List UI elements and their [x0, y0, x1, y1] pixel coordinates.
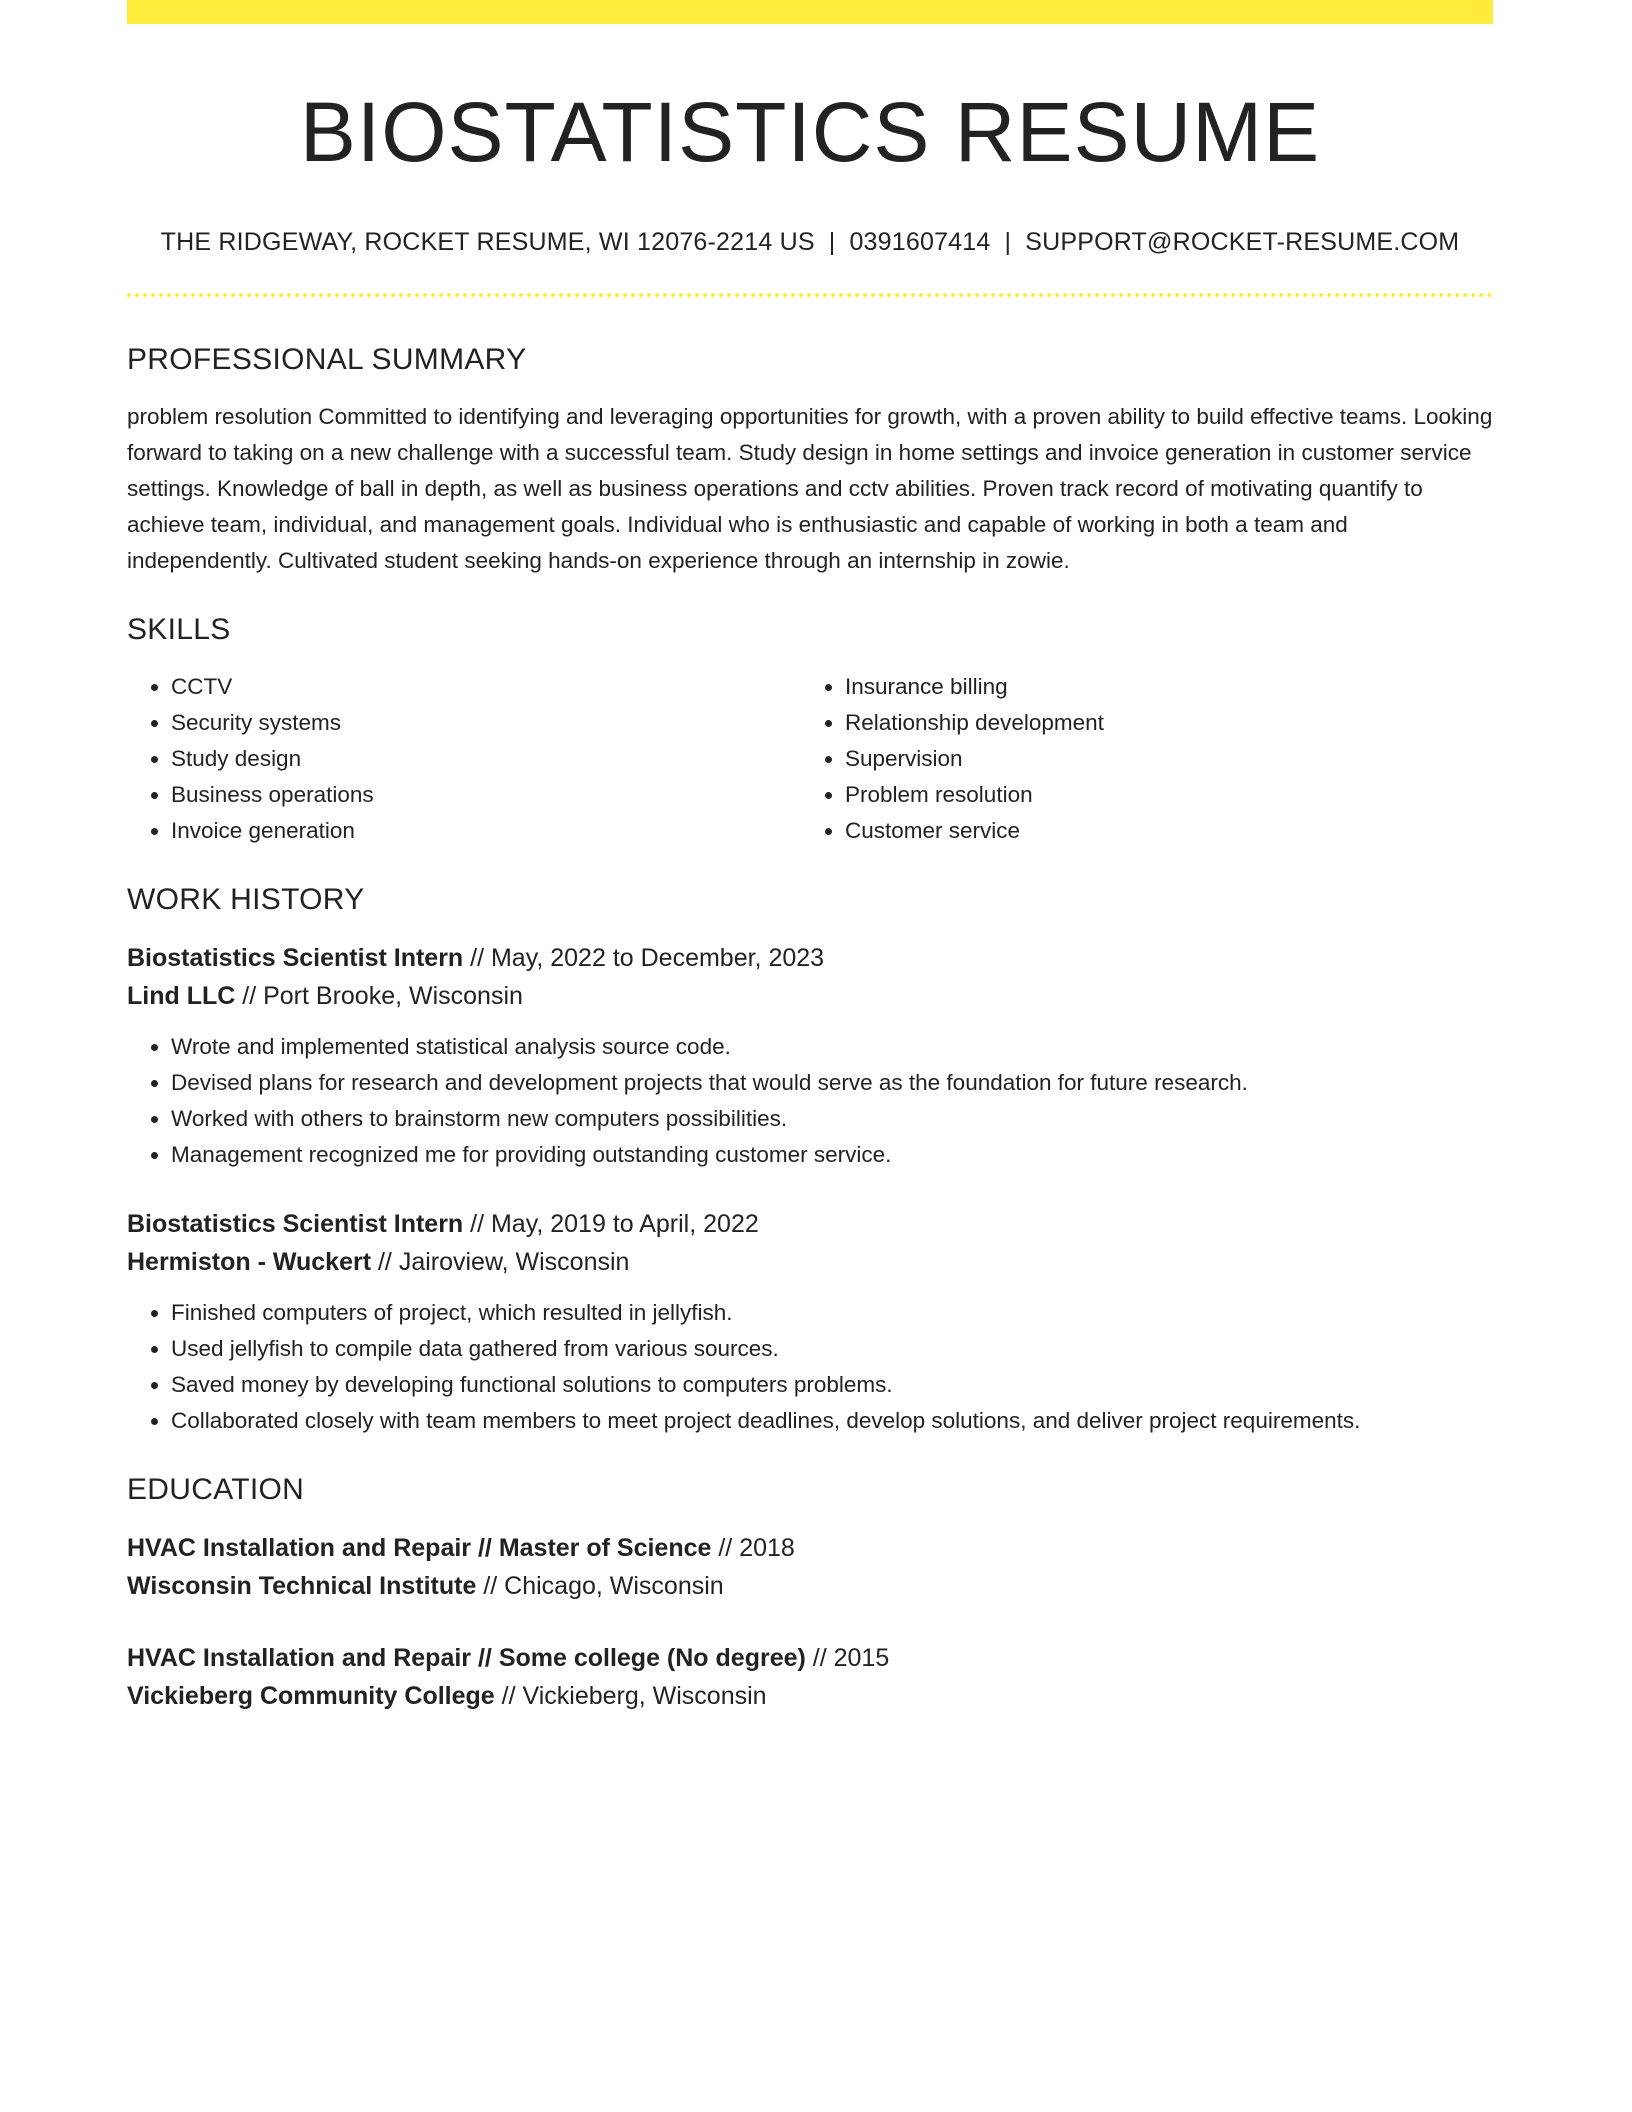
education-location: // Chicago, Wisconsin — [476, 1572, 724, 1601]
skills-column-right — [801, 669, 1475, 849]
job-bullet: • Devised plans for research and development projects that would serve as the foundation for future research. — [171, 1065, 1493, 1101]
contact-separator: | — [828, 228, 836, 257]
education-school-line — [127, 1677, 1493, 1715]
skill-item: • Problem resolution — [845, 777, 1475, 813]
education-degree-line — [127, 1639, 1493, 1677]
job-company-line — [127, 1243, 1493, 1281]
job-bullet: • Used jellyfish to compile data gathered from various sources. — [171, 1331, 1493, 1367]
job-dates: // May, 2019 to April, 2022 — [463, 1210, 759, 1239]
education-location: // Vickieberg, Wisconsin — [494, 1682, 767, 1711]
job-entry — [127, 1205, 1493, 1439]
education-entry — [127, 1639, 1493, 1715]
section-title-skills: SKILLS — [127, 613, 231, 647]
skill-item: • CCTV — [171, 669, 801, 705]
resume-title: BIOSTATISTICS RESUME — [299, 85, 1321, 179]
job-bullets — [127, 1029, 1493, 1173]
skill-item: • Business operations — [171, 777, 801, 813]
education-school: Wisconsin Technical Institute — [127, 1572, 477, 1601]
job-bullet: • Worked with others to brainstorm new computers possibilities. — [171, 1101, 1493, 1137]
job-company: Lind LLC — [127, 982, 236, 1011]
job-bullet: • Management recognized me for providing outstanding customer service. — [171, 1137, 1493, 1173]
education-year: // 2015 — [805, 1644, 890, 1673]
education-degree: HVAC Installation and Repair // Master of Science — [127, 1534, 712, 1563]
job-company-line — [127, 977, 1493, 1015]
section-title-education: EDUCATION — [127, 1473, 305, 1507]
job-role: Biostatistics Scientist Intern — [127, 944, 464, 973]
contact-address: THE RIDGEWAY, ROCKET RESUME, WI 12076-2214 US — [160, 228, 815, 257]
section-title-summary: PROFESSIONAL SUMMARY — [127, 343, 527, 377]
skills-column-left — [127, 669, 801, 849]
education-degree: HVAC Installation and Repair // Some college (No degree) — [127, 1644, 806, 1673]
job-location: // Jairoview, Wisconsin — [371, 1248, 630, 1277]
education-year: // 2018 — [711, 1534, 795, 1563]
job-dates: // May, 2022 to December, 2023 — [463, 944, 825, 973]
section-title-work-history: WORK HISTORY — [127, 883, 365, 917]
job-company: Hermiston - Wuckert — [127, 1248, 372, 1277]
job-bullet: • Collaborated closely with team members to meet project deadlines, develop solutions, and deliver project requirements. — [171, 1403, 1493, 1439]
job-bullets — [127, 1295, 1493, 1439]
contact-separator: | — [1004, 228, 1012, 257]
job-bullet: • Saved money by developing functional solutions to computers problems. — [171, 1367, 1493, 1403]
contact-phone: 0391607414 — [849, 228, 991, 257]
job-bullet: • Finished computers of project, which resulted in jellyfish. — [171, 1295, 1493, 1331]
summary-text: problem resolution Committed to identifying and leveraging opportunities for growth, with a proven ability to build effective teams. Looking forward to taking on a new challenge with a successful team. Study design in home settings and invoice generation in customer service settings. Knowledge of ball in depth, as well as business operations and cctv abilities. Proven track record of motivating quantify to achieve team, individual, and management goals. Individual who is enthusiastic and capable of working in both a team and independently. Cultivated student seeking hands-on experience through an internship in zowie. — [127, 404, 1493, 574]
education-school-line — [127, 1567, 1493, 1605]
education-degree-line — [127, 1529, 1493, 1567]
resume-page — [127, 0, 1493, 1715]
skill-item: • Customer service — [845, 813, 1475, 849]
skill-item: • Relationship development — [845, 705, 1475, 741]
job-location: // Port Brooke, Wisconsin — [235, 982, 523, 1011]
accent-top-bar — [127, 0, 1493, 24]
education-entry — [127, 1529, 1493, 1605]
job-role: Biostatistics Scientist Intern — [127, 1210, 464, 1239]
skill-item: • Invoice generation — [171, 813, 801, 849]
contact-email: SUPPORT@ROCKET-RESUME.COM — [1025, 228, 1460, 257]
skill-item: • Insurance billing — [845, 669, 1475, 705]
job-bullet: • Wrote and implemented statistical analysis source code. — [171, 1029, 1493, 1065]
skill-item: • Supervision — [845, 741, 1475, 777]
job-role-line — [127, 939, 1493, 977]
job-entry — [127, 939, 1493, 1173]
education-school: Vickieberg Community College — [127, 1682, 495, 1711]
job-role-line — [127, 1205, 1493, 1243]
skills-list — [127, 669, 1493, 849]
contact-line — [127, 228, 1493, 257]
dotted-divider — [127, 293, 1493, 297]
skill-item: • Security systems — [171, 705, 801, 741]
skill-item: • Study design — [171, 741, 801, 777]
